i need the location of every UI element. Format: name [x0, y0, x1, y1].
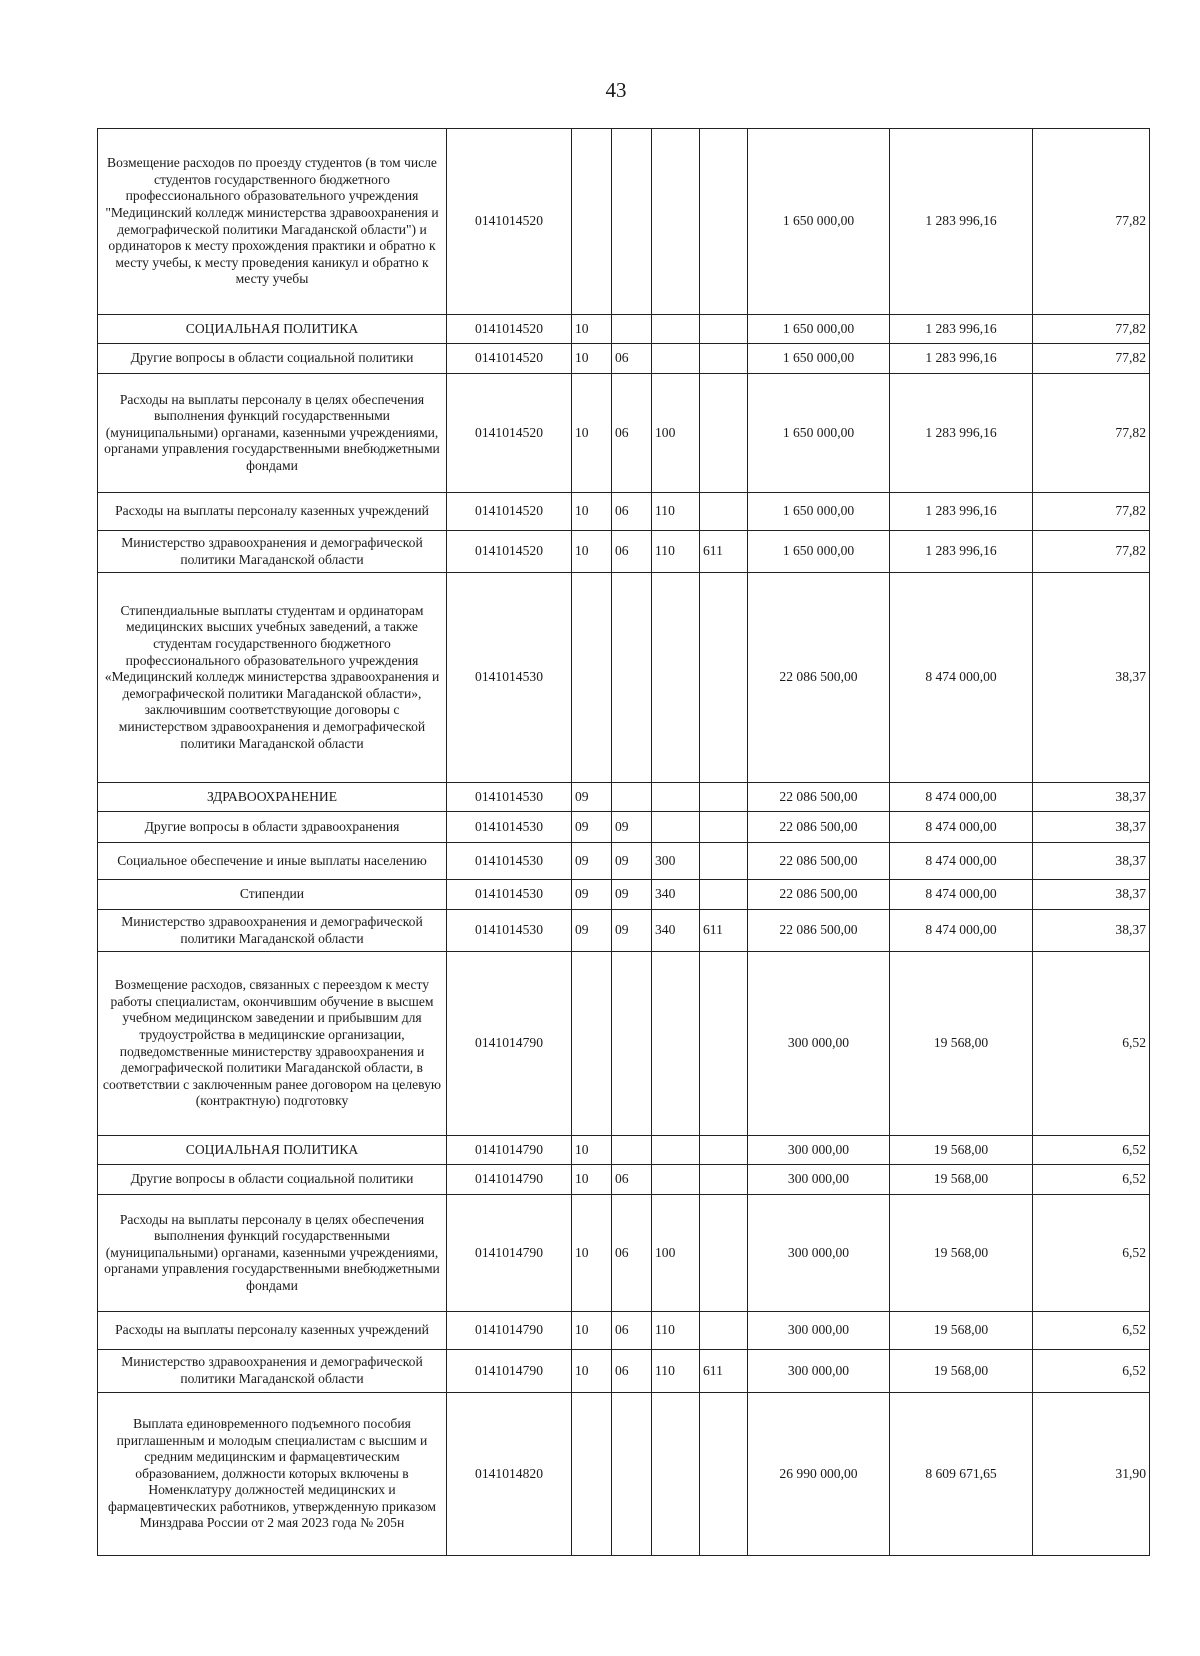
execution-percent: 77,82	[1033, 374, 1150, 493]
section-code	[572, 573, 612, 783]
table-row	[98, 1393, 1150, 1556]
subsection-code: 06	[612, 1165, 652, 1195]
grbs-code	[700, 952, 748, 1136]
execution-percent: 77,82	[1033, 129, 1150, 315]
plan-amount: 300 000,00	[748, 1195, 890, 1312]
execution-percent: 38,37	[1033, 783, 1150, 812]
execution-percent: 38,37	[1033, 573, 1150, 783]
row-name: Министерство здравоохранения и демографической политики Магаданской области	[98, 531, 447, 573]
grbs-code: 611	[700, 1350, 748, 1393]
plan-amount: 22 086 500,00	[748, 843, 890, 880]
grbs-code	[700, 1312, 748, 1350]
table-row	[98, 531, 1150, 573]
grbs-code	[700, 573, 748, 783]
target-code: 0141014530	[447, 843, 572, 880]
subsection-code: 06	[612, 1195, 652, 1312]
target-code: 0141014790	[447, 1136, 572, 1165]
section-code: 09	[572, 910, 612, 952]
grbs-code	[700, 1195, 748, 1312]
section-code	[572, 1393, 612, 1556]
target-code: 0141014530	[447, 880, 572, 910]
grbs-code	[700, 812, 748, 843]
table-row	[98, 783, 1150, 812]
row-name: Другие вопросы в области социальной политики	[98, 344, 447, 374]
row-name: СОЦИАЛЬНАЯ ПОЛИТИКА	[98, 315, 447, 344]
subsection-code: 09	[612, 910, 652, 952]
fact-amount: 8 474 000,00	[890, 573, 1033, 783]
section-code	[572, 952, 612, 1136]
table-row	[98, 573, 1150, 783]
table-row	[98, 344, 1150, 374]
section-code: 09	[572, 880, 612, 910]
target-code: 0141014530	[447, 910, 572, 952]
plan-amount: 22 086 500,00	[748, 783, 890, 812]
row-name: Расходы на выплаты персоналу в целях обеспечения выполнения функций государственными (муниципальными) органами, казенными учреждениями, органами управления государственными внебюджетными фондами	[98, 374, 447, 493]
subsection-code: 06	[612, 1312, 652, 1350]
execution-percent: 6,52	[1033, 1165, 1150, 1195]
section-code: 10	[572, 315, 612, 344]
plan-amount: 1 650 000,00	[748, 344, 890, 374]
expense-type-code: 340	[652, 880, 700, 910]
plan-amount: 1 650 000,00	[748, 374, 890, 493]
fact-amount: 1 283 996,16	[890, 493, 1033, 531]
expense-type-code	[652, 783, 700, 812]
fact-amount: 1 283 996,16	[890, 315, 1033, 344]
plan-amount: 26 990 000,00	[748, 1393, 890, 1556]
plan-amount: 22 086 500,00	[748, 880, 890, 910]
plan-amount: 1 650 000,00	[748, 315, 890, 344]
fact-amount: 1 283 996,16	[890, 344, 1033, 374]
subsection-code	[612, 1393, 652, 1556]
execution-percent: 77,82	[1033, 315, 1150, 344]
execution-percent: 38,37	[1033, 843, 1150, 880]
fact-amount: 8 474 000,00	[890, 880, 1033, 910]
execution-percent: 38,37	[1033, 880, 1150, 910]
table-row	[98, 1350, 1150, 1393]
fact-amount: 8 474 000,00	[890, 783, 1033, 812]
subsection-code	[612, 1136, 652, 1165]
grbs-code	[700, 129, 748, 315]
section-code: 10	[572, 374, 612, 493]
expense-type-code	[652, 344, 700, 374]
plan-amount: 22 086 500,00	[748, 812, 890, 843]
execution-percent: 6,52	[1033, 1195, 1150, 1312]
fact-amount: 8 609 671,65	[890, 1393, 1033, 1556]
fact-amount: 8 474 000,00	[890, 910, 1033, 952]
page-number: 43	[605, 78, 627, 102]
execution-percent: 38,37	[1033, 812, 1150, 843]
fact-amount: 8 474 000,00	[890, 843, 1033, 880]
expense-type-code	[652, 812, 700, 843]
grbs-code	[700, 374, 748, 493]
row-name: Расходы на выплаты персоналу казенных учреждений	[98, 1312, 447, 1350]
target-code: 0141014530	[447, 812, 572, 843]
grbs-code: 611	[700, 910, 748, 952]
table-row	[98, 315, 1150, 344]
section-code: 09	[572, 812, 612, 843]
target-code: 0141014530	[447, 573, 572, 783]
table-row	[98, 374, 1150, 493]
subsection-code	[612, 315, 652, 344]
grbs-code	[700, 344, 748, 374]
target-code: 0141014790	[447, 1165, 572, 1195]
section-code: 10	[572, 1195, 612, 1312]
plan-amount: 1 650 000,00	[748, 531, 890, 573]
fact-amount: 19 568,00	[890, 1136, 1033, 1165]
target-code: 0141014790	[447, 952, 572, 1136]
budget-execution-table	[97, 128, 1150, 1556]
table-row	[98, 1312, 1150, 1350]
row-name: Стипендии	[98, 880, 447, 910]
execution-percent: 31,90	[1033, 1393, 1150, 1556]
target-code: 0141014820	[447, 1393, 572, 1556]
table-row	[98, 843, 1150, 880]
target-code: 0141014520	[447, 129, 572, 315]
fact-amount: 19 568,00	[890, 1165, 1033, 1195]
expense-type-code	[652, 573, 700, 783]
section-code: 10	[572, 1165, 612, 1195]
section-code: 10	[572, 1136, 612, 1165]
section-code	[572, 129, 612, 315]
target-code: 0141014790	[447, 1195, 572, 1312]
section-code: 10	[572, 1350, 612, 1393]
target-code: 0141014530	[447, 783, 572, 812]
table-body	[98, 129, 1150, 1556]
fact-amount: 19 568,00	[890, 1195, 1033, 1312]
plan-amount: 300 000,00	[748, 1165, 890, 1195]
fact-amount: 1 283 996,16	[890, 374, 1033, 493]
row-name: Расходы на выплаты персоналу в целях обеспечения выполнения функций государственными (муниципальными) органами, казенными учреждениями, органами управления государственными внебюджетными фондами	[98, 1195, 447, 1312]
execution-percent: 77,82	[1033, 531, 1150, 573]
grbs-code	[700, 783, 748, 812]
grbs-code	[700, 1136, 748, 1165]
grbs-code	[700, 315, 748, 344]
row-name: Социальное обеспечение и иные выплаты населению	[98, 843, 447, 880]
row-name: Министерство здравоохранения и демографической политики Магаданской области	[98, 1350, 447, 1393]
expense-type-code	[652, 952, 700, 1136]
subsection-code: 09	[612, 880, 652, 910]
table-row	[98, 1136, 1150, 1165]
execution-percent: 6,52	[1033, 952, 1150, 1136]
plan-amount: 1 650 000,00	[748, 129, 890, 315]
subsection-code	[612, 952, 652, 1136]
row-name: Расходы на выплаты персоналу казенных учреждений	[98, 493, 447, 531]
target-code: 0141014520	[447, 493, 572, 531]
execution-percent: 6,52	[1033, 1350, 1150, 1393]
expense-type-code	[652, 129, 700, 315]
grbs-code	[700, 1393, 748, 1556]
plan-amount: 300 000,00	[748, 1136, 890, 1165]
expense-type-code: 100	[652, 1195, 700, 1312]
subsection-code: 06	[612, 531, 652, 573]
row-name: Возмещение расходов по проезду студентов (в том числе студентов государственного бюджетного профессионального образовательного учреждения "Медицинский колледж министерства здравоохранения и демографической политики Магаданской области") и ординаторов к месту прохождения практики и обратно к месту учебы, к месту проведения каникул и обратно к месту учебы	[98, 129, 447, 315]
row-name: Министерство здравоохранения и демографической политики Магаданской области	[98, 910, 447, 952]
expense-type-code: 110	[652, 531, 700, 573]
subsection-code	[612, 129, 652, 315]
table-row	[98, 129, 1150, 315]
section-code: 10	[572, 1312, 612, 1350]
target-code: 0141014520	[447, 344, 572, 374]
fact-amount: 19 568,00	[890, 952, 1033, 1136]
subsection-code: 06	[612, 374, 652, 493]
subsection-code: 09	[612, 843, 652, 880]
section-code: 10	[572, 344, 612, 374]
target-code: 0141014790	[447, 1350, 572, 1393]
subsection-code: 06	[612, 493, 652, 531]
plan-amount: 22 086 500,00	[748, 573, 890, 783]
table-row	[98, 1195, 1150, 1312]
table-row	[98, 910, 1150, 952]
section-code: 09	[572, 843, 612, 880]
expense-type-code	[652, 1165, 700, 1195]
execution-percent: 77,82	[1033, 344, 1150, 374]
fact-amount: 1 283 996,16	[890, 531, 1033, 573]
section-code: 09	[572, 783, 612, 812]
expense-type-code: 110	[652, 1350, 700, 1393]
row-name: Выплата единовременного подъемного пособия приглашенным и молодым специалистам с высшим и средним медицинским и фармацевтическим образованием, должности которых включены в Номенклатуру должностей медицинских и фармацевтических работников, утвержденную приказом Минздрава России от 2 мая 2023 года № 205н	[98, 1393, 447, 1556]
execution-percent: 6,52	[1033, 1312, 1150, 1350]
table-row	[98, 812, 1150, 843]
expense-type-code: 340	[652, 910, 700, 952]
subsection-code: 06	[612, 1350, 652, 1393]
target-code: 0141014790	[447, 1312, 572, 1350]
execution-percent: 77,82	[1033, 493, 1150, 531]
fact-amount: 19 568,00	[890, 1312, 1033, 1350]
grbs-code: 611	[700, 531, 748, 573]
row-name: Возмещение расходов, связанных с переездом к месту работы специалистам, окончившим обучение в высшем учебном медицинском заведении и прибывшим для трудоустройства в медицинские организации, подведомственные министерству здравоохранения и демографической политики Магаданской области, в соответствии с заключенным ранее договором на целевую (контрактную) подготовку	[98, 952, 447, 1136]
fact-amount: 8 474 000,00	[890, 812, 1033, 843]
target-code: 0141014520	[447, 374, 572, 493]
row-name: Стипендиальные выплаты студентам и ординаторам медицинских высших учебных заведений, а также студентам государственного бюджетного профессионального образовательного учреждения «Медицинский колледж министерства здравоохранения и демографической политики Магаданской области», заключившим соответствующие договоры с министерством здравоохранения и демографической политики Магаданской области	[98, 573, 447, 783]
target-code: 0141014520	[447, 315, 572, 344]
grbs-code	[700, 843, 748, 880]
expense-type-code	[652, 315, 700, 344]
table-row	[98, 1165, 1150, 1195]
grbs-code	[700, 493, 748, 531]
execution-percent: 38,37	[1033, 910, 1150, 952]
table-row	[98, 880, 1150, 910]
grbs-code	[700, 1165, 748, 1195]
fact-amount: 1 283 996,16	[890, 129, 1033, 315]
subsection-code	[612, 783, 652, 812]
plan-amount: 22 086 500,00	[748, 910, 890, 952]
table-row	[98, 493, 1150, 531]
expense-type-code	[652, 1136, 700, 1165]
plan-amount: 300 000,00	[748, 1312, 890, 1350]
expense-type-code: 100	[652, 374, 700, 493]
subsection-code: 09	[612, 812, 652, 843]
grbs-code	[700, 880, 748, 910]
execution-percent: 6,52	[1033, 1136, 1150, 1165]
section-code: 10	[572, 493, 612, 531]
expense-type-code: 300	[652, 843, 700, 880]
plan-amount: 300 000,00	[748, 1350, 890, 1393]
subsection-code	[612, 573, 652, 783]
expense-type-code	[652, 1393, 700, 1556]
subsection-code: 06	[612, 344, 652, 374]
section-code: 10	[572, 531, 612, 573]
row-name: ЗДРАВООХРАНЕНИЕ	[98, 783, 447, 812]
plan-amount: 300 000,00	[748, 952, 890, 1136]
target-code: 0141014520	[447, 531, 572, 573]
row-name: Другие вопросы в области социальной политики	[98, 1165, 447, 1195]
expense-type-code: 110	[652, 493, 700, 531]
table-row	[98, 952, 1150, 1136]
row-name: СОЦИАЛЬНАЯ ПОЛИТИКА	[98, 1136, 447, 1165]
plan-amount: 1 650 000,00	[748, 493, 890, 531]
row-name: Другие вопросы в области здравоохранения	[98, 812, 447, 843]
expense-type-code: 110	[652, 1312, 700, 1350]
fact-amount: 19 568,00	[890, 1350, 1033, 1393]
